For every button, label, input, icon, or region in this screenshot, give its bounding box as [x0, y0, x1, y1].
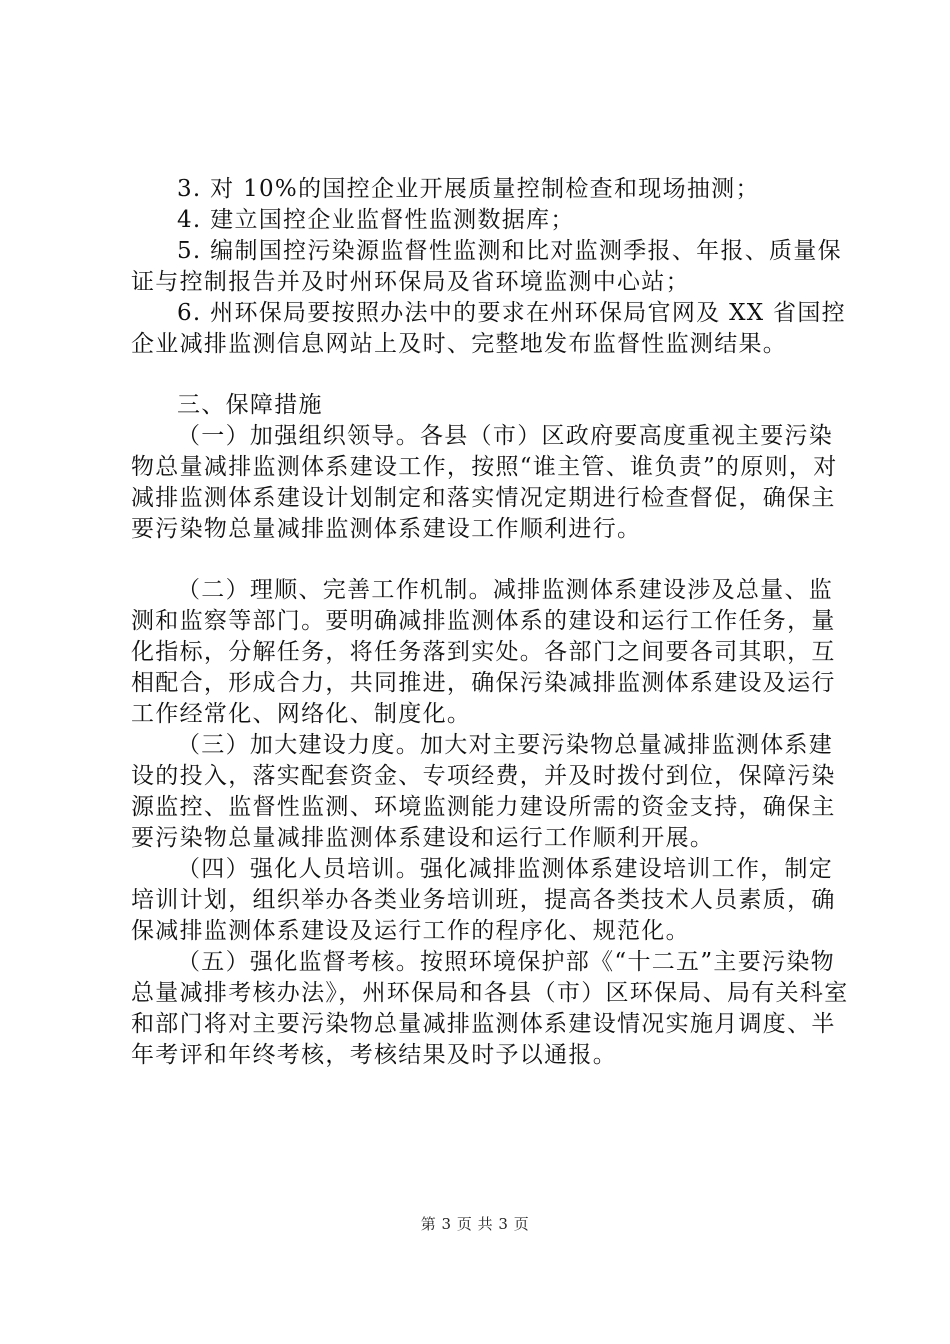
page-number-footer: 第 3 页 共 3 页 [420, 1215, 530, 1233]
measure-4: （四）强化人员培训。强化减排监测体系建设培训工作，制定培训计划，组织举办各类业务培训班，提高各类技术人员素质，确保减排监测体系建设及运行工作的程序化、规范化。 [131, 856, 836, 944]
document-body [131, 174, 851, 1071]
spacer [131, 545, 851, 575]
list-item-3: 3. 对 10%的国控企业开展质量控制检查和现场抽测； [177, 176, 760, 202]
section-heading: 三、保障措施 [177, 392, 323, 418]
measure-1: （一）加强组织领导。各县（市）区政府要高度重视主要污染物总量减排监测体系建设工作，按照“谁主管、谁负责”的原则，对减排监测体系建设计划制定和落实情况定期进行检查督促，确保主要污染物总量减排监测体系建设工作顺利进行。 [131, 423, 838, 542]
measure-3: （三）加大建设力度。加大对主要污染物总量减排监测体系建设的投入，落实配套资金、专项经费，并及时拨付到位，保障污染源监控、监督性监测、环境监测能力建设所需的资金支持，确保主要污染物总量减排监测体系建设和运行工作顺利开展。 [131, 732, 836, 851]
measure-5: （五）强化监督考核。按照环境保护部《“十二五”主要污染物总量减排考核办法》，州环保局和各县（市）区环保局、局有关科室和部门将对主要污染物总量减排监测体系建设情况实施月调度、半年考评和年终考核，考核结果及时予以通报。 [131, 949, 849, 1068]
measure-2: （二）理顺、完善工作机制。减排监测体系建设涉及总量、监测和监察等部门。要明确减排监测体系的建设和运行工作任务，量化指标，分解任务，将任务落到实处。各部门之间要各司其职，互相配合，形成合力，共同推进，确保污染减排监测体系建设及运行工作经常化、网络化、制度化。 [131, 577, 836, 727]
list-item-4: 4. 建立国控企业监督性监测数据库； [177, 207, 575, 233]
spacer [131, 360, 851, 390]
list-item-6: 6. 州环保局要按照办法中的要求在州环保局官网及 XX 省国控企业减排监测信息网站上及时、完整地发布监督性监测结果。 [131, 300, 846, 357]
list-item-5: 5. 编制国控污染源监督性监测和比对监测季报、年报、质量保证与控制报告并及时州环保局及省环境监测中心站； [131, 238, 842, 295]
